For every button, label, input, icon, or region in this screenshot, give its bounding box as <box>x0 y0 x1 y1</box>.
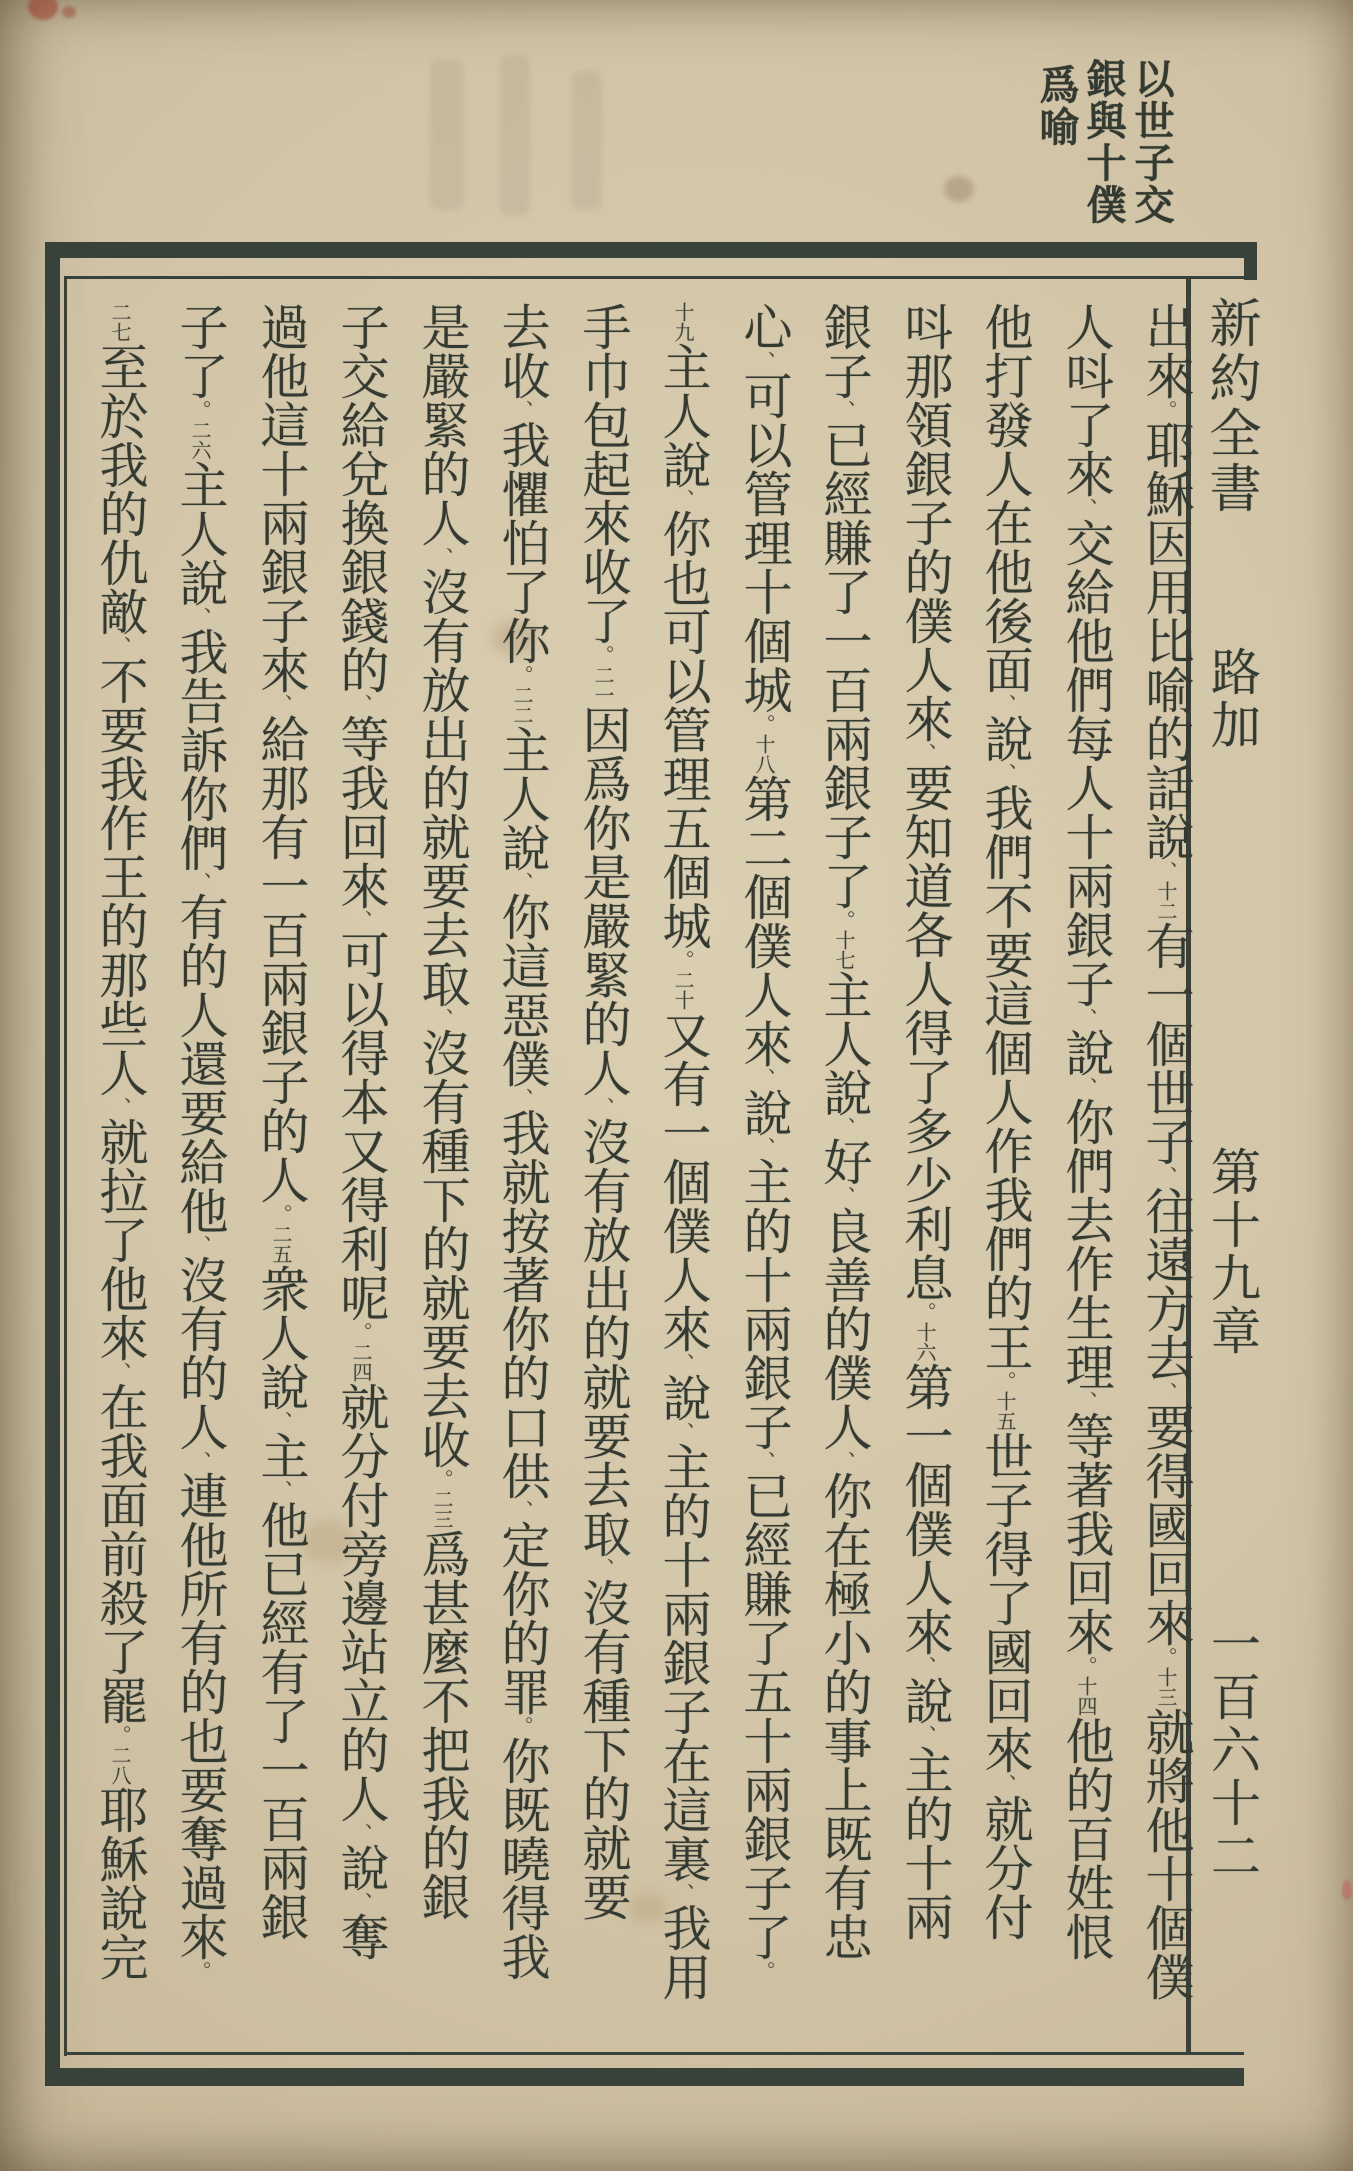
punctuation-mark: 、 <box>430 547 454 567</box>
punctuation-mark: 、 <box>832 1117 856 1137</box>
verse-number: 。二六 <box>188 400 212 460</box>
verse-number: 。二四 <box>349 1322 373 1382</box>
punctuation-mark: 、 <box>591 1097 615 1117</box>
punctuation-mark: 、 <box>510 872 534 892</box>
punctuation-mark: 、 <box>752 1137 776 1157</box>
verse-number: 。二一 <box>591 645 615 705</box>
punctuation-mark: 、 <box>269 694 293 714</box>
punctuation-mark: 、 <box>108 636 132 656</box>
punctuation-mark: 。 <box>1154 400 1178 420</box>
text-column-7: 十九主人說、你也可以管理五個城。二十又有一個僕人來、說、主的十兩銀子在這裏、我用 <box>655 302 712 2001</box>
verse-number: 。二三 <box>430 1469 454 1529</box>
text-column-10: 是嚴緊的人、沒有放出的就要去取、沒有種下的就要去收。二三爲甚麼不把我的銀 <box>414 302 471 1921</box>
verse-number: 。十四 <box>1074 1656 1098 1716</box>
verse-number: 。十三 <box>1154 1647 1178 1707</box>
punctuation-mark: 、 <box>993 1774 1017 1794</box>
verse-number: 。十五 <box>993 1371 1017 1431</box>
verse-number: 十二 <box>1154 881 1178 921</box>
running-head-col-2: 銀與十僕 <box>1080 58 1127 226</box>
punctuation-mark: 、 <box>671 1353 695 1373</box>
frame-left-thin <box>64 276 67 2056</box>
text-column-1: 出來。耶穌因用比喻的話說、十二有一個世子、往遠方去、要得國回來。十三就將他十個僕 <box>1138 302 1195 2001</box>
punctuation-mark: 、 <box>1154 1166 1178 1186</box>
text-column-3: 他打發人在他後面、說、我們不要這個人作我們的王。十五世子得了國回來、就分付 <box>977 302 1034 1941</box>
text-column-6: 心、可以管理十個城。十八第二個僕人來、說、主的十兩銀子、已經賺了五十兩銀子了。 <box>736 302 793 1981</box>
punctuation-mark: 、 <box>913 743 937 763</box>
punctuation-mark: 、 <box>832 1451 856 1471</box>
punctuation-mark: 、 <box>349 1823 373 1843</box>
punctuation-mark: 、 <box>1074 1391 1098 1411</box>
punctuation-mark: 、 <box>993 694 1017 714</box>
verse-number: 。十七 <box>832 910 856 970</box>
punctuation-mark: 、 <box>832 400 856 420</box>
frame-top-thick <box>45 242 1257 258</box>
verse-number: 二七 <box>108 302 132 342</box>
punctuation-mark: 、 <box>510 1088 534 1108</box>
text-column-9: 去收、我懼怕了你。二二主人說、你這惡僕、我就按著你的口供、定你的罪。你既曉得我 <box>494 302 551 1981</box>
text-column-13: 子了。二六主人說、我告訴你們、有的人還要給他、沒有的人、連他所有的也要奪過來。 <box>172 302 229 1981</box>
text-column-4: 呌那領銀子的僕人來、要知道各人得了多少利息。十六第一個僕人來、說、主的十兩 <box>897 302 954 1941</box>
punctuation-mark: 、 <box>752 351 776 371</box>
punctuation-mark: 、 <box>671 1422 695 1442</box>
punctuation-mark: 、 <box>1074 498 1098 518</box>
margin-chapter: 第十九章 <box>1203 1146 1261 1358</box>
verse-number: 。二二 <box>510 665 534 725</box>
stain <box>1342 1880 1352 1900</box>
margin-book-title: 新約全書 <box>1200 296 1260 516</box>
punctuation-mark: 、 <box>752 1068 776 1088</box>
punctuation-mark: 。 <box>188 1961 212 1981</box>
bleedthrough-mark <box>430 60 464 210</box>
text-column-2: 人呌了來、交給他們每人十兩銀子、說、你們去作生理、等著我回來。十四他的百姓恨 <box>1058 302 1115 1961</box>
text-column-5: 銀子、已經賺了一百兩銀子了。十七主人說、好、良善的僕人、你在極小的事上既有忠 <box>816 302 873 1961</box>
stain <box>28 0 58 20</box>
verse-number: 。二五 <box>269 1204 293 1264</box>
frame-top-hook <box>1244 242 1257 280</box>
margin-book-name: 路加 <box>1203 646 1261 752</box>
punctuation-mark: 、 <box>269 1411 293 1431</box>
punctuation-mark: 、 <box>188 1451 212 1471</box>
punctuation-mark: 、 <box>832 1186 856 1206</box>
stain <box>62 6 76 18</box>
margin-page-number: 一百六十二 <box>1203 1618 1261 1883</box>
text-column-14: 二七至於我的仇敵、不要我作王的那些人、就拉了他來、在我面前殺了罷。二八耶穌說完 <box>92 302 149 1981</box>
punctuation-mark: 、 <box>188 1235 212 1255</box>
frame-top-thin <box>64 276 1252 279</box>
punctuation-mark: 、 <box>913 1656 937 1676</box>
verse-number: 。二十 <box>671 950 695 1010</box>
punctuation-mark: 、 <box>349 694 373 714</box>
bleedthrough-mark <box>572 70 602 210</box>
punctuation-mark: 、 <box>1074 1077 1098 1097</box>
punctuation-mark: 、 <box>108 1362 132 1382</box>
verse-number: 。二八 <box>108 1725 132 1785</box>
text-column-8: 手巾包起來收了。二一因爲你是嚴緊的人、沒有放出的就要去取、沒有種下的就要 <box>575 302 632 1921</box>
punctuation-mark: 、 <box>510 400 534 420</box>
punctuation-mark: 、 <box>188 872 212 892</box>
verse-number: 十九 <box>671 302 695 342</box>
stain <box>944 176 974 202</box>
punctuation-mark: 、 <box>269 1480 293 1500</box>
punctuation-mark: 、 <box>1154 1382 1178 1402</box>
punctuation-mark: 、 <box>752 1451 776 1471</box>
punctuation-mark: 、 <box>913 1725 937 1745</box>
text-column-11: 子交給兌換銀錢的、等我回來、可以得本又得利呢。二四就分付旁邊站立的人、說、奪 <box>333 302 390 1961</box>
punctuation-mark: 、 <box>349 910 373 930</box>
punctuation-mark: 、 <box>671 1883 695 1903</box>
text-column-12: 過他這十兩銀子來、給那有一百兩銀子的人。二五衆人說、主、他已經有了一百兩銀 <box>253 302 310 1941</box>
punctuation-mark: 、 <box>671 489 695 509</box>
frame-left-thick <box>45 242 60 2086</box>
punctuation-mark: 。 <box>510 1716 534 1736</box>
punctuation-mark: 、 <box>993 763 1017 783</box>
punctuation-mark: 、 <box>510 1500 534 1520</box>
punctuation-mark: 、 <box>188 607 212 627</box>
verse-number: 。十六 <box>913 1302 937 1362</box>
punctuation-mark: 、 <box>1074 1008 1098 1028</box>
punctuation-mark: 、 <box>591 1558 615 1578</box>
punctuation-mark: 、 <box>430 1008 454 1028</box>
punctuation-mark: 。 <box>752 1961 776 1981</box>
verse-number: 。十八 <box>752 714 776 774</box>
punctuation-mark: 、 <box>349 1892 373 1912</box>
running-head-col-1: 以世子交 <box>1128 58 1175 226</box>
punctuation-mark: 、 <box>108 1097 132 1117</box>
running-head-col-3: 爲喻 <box>1033 64 1080 148</box>
bleedthrough-mark <box>500 55 530 215</box>
punctuation-mark: 、 <box>1154 861 1178 881</box>
